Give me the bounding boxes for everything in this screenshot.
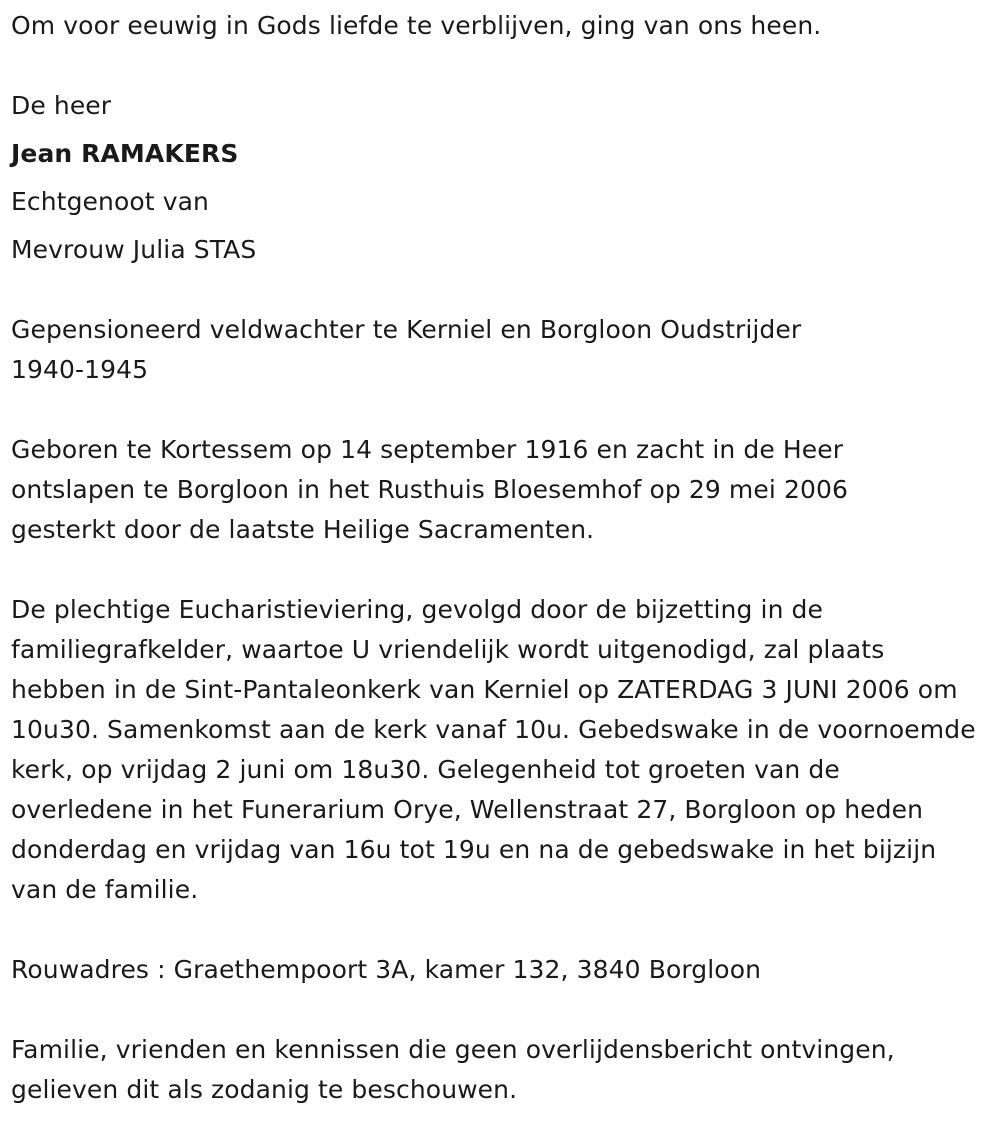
deceased-name: Jean RAMAKERS (11, 139, 239, 168)
spouse-name: Mevrouw Julia STAS (11, 235, 257, 264)
title-prefix: De heer (11, 91, 112, 120)
spouse-label: Echtgenoot van (11, 187, 209, 216)
birth-death-paragraph: Geboren te Kortessem op 14 september 1916 en zacht in de Heer ontslapen te Borgloon in het Rusthuis Bloesemhof op 29 mei 2006 gesterkt door de laatste Heilige Sacramenten. (11, 435, 848, 544)
mourning-address: Rouwadres : Graethempoort 3A, kamer 132, 3840 Borgloon (11, 955, 762, 984)
funeral-paragraph: De plechtige Eucharistieviering, gevolgd door de bijzetting in de familiegrafkelder, waartoe U vriendelijk wordt uitgenodigd, zal plaats hebben in de Sint-Pantaleonkerk van Kerniel op ZATERDAG 3 JUNI 2006 om 10u30. Samenkomst aan de kerk vanaf 10u. Gebedswake in de voornoemde kerk, op vrijdag 2 juni om 18u30. Gelegenheid tot groeten van de overledene in het Funerarium Orye, Wellenstraat 27, Borgloon op heden donderdag en vrijdag van 16u tot 19u en na de gebedswake in het bijzijn van de familie. (11, 595, 976, 904)
intro-line: Om voor eeuwig in Gods liefde te verblijven, ging van ons heen. (11, 11, 822, 40)
occupation-paragraph: Gepensioneerd veldwachter te Kerniel en Borgloon Oudstrijder 1940-1945 (11, 315, 802, 384)
closing-paragraph: Familie, vrienden en kennissen die geen overlijdensbericht ontvingen, gelieven dit als zodanig te beschouwen. (11, 1035, 895, 1104)
